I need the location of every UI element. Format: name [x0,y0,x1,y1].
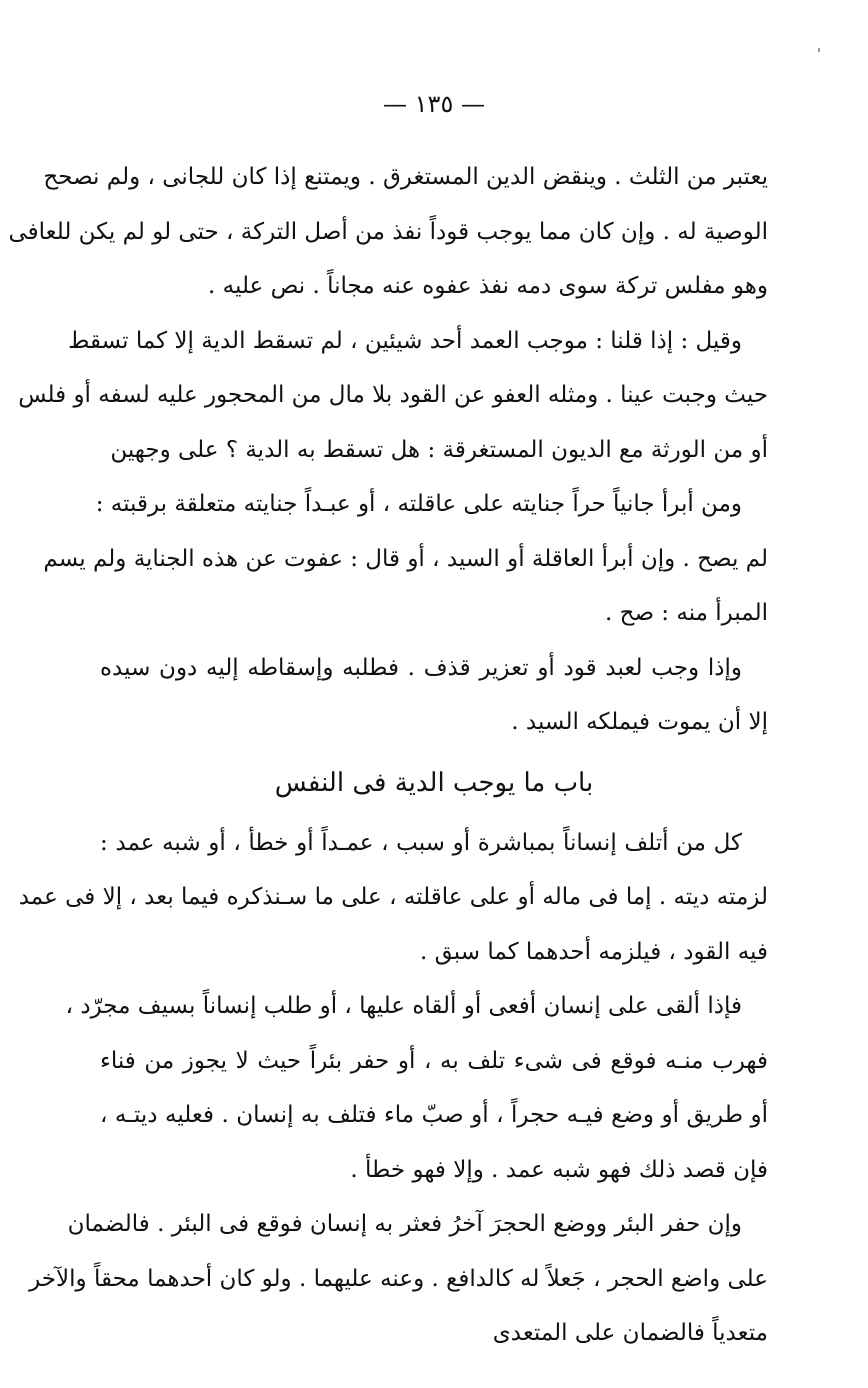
text-line: إلا أن يموت فيملكه السيد . [511,709,768,735]
section-heading: باب ما يوجب الدية فى النفس [274,767,594,798]
paragraph-7 [29,1197,768,1361]
paragraph-1 [8,150,768,314]
paragraph-4 [100,641,768,750]
text-line: المبرأ منه : صح . [605,600,768,626]
paragraph-5 [18,816,768,980]
text-line: لم يصح . وإن أبرأ العاقلة أو السيد ، أو قال : عفوت عن هذه الجناية ولم يسم [43,545,768,572]
text-line: وإذا وجب لعبد قود أو تعزير قذف . فطلبه وإسقاطه إليه دون سيده [100,654,742,681]
page-number: — ١٣٥ — [383,90,485,118]
text-line: أو من الورثة مع الديون المستغرقة : هل تسقط به الدية ؟ على وجهين [110,436,768,463]
text-line: وقيل : إذا قلنا : موجب العمد أحد شيئين ، لم تسقط الدية إلا كما تسقط [68,327,742,354]
paragraph-3 [43,477,768,641]
page-body [8,150,768,1361]
text-line: فيه القود ، فيلزمه أحدهما كما سبق . [420,938,768,965]
scan-speck [818,48,820,52]
text-line: فهرب منـه فوقع فى شىء تلف به ، أو حفر بئراً حيث لا يجوز من فناء [100,1047,768,1074]
text-line: يعتبر من الثلث . وينقض الدين المستغرق . ويمتنع إذا كان للجانى ، ولم نصحح [43,164,768,190]
text-line: ومن أبرأ جانياً حراً جنايته على عاقلته ، أو عبـداً جنايته متعلقة برقبته : [95,491,742,517]
text-line: فإذا ألقى على إنسان أفعى أو ألقاه عليها ، أو طلب إنساناً بسيف مجرّد ، [65,993,742,1019]
paragraph-6 [65,979,768,1197]
text-line: كل من أتلف إنساناً بمباشرة أو سبب ، عمـداً أو خطأ ، أو شبه عمد : [100,829,742,856]
text-line: الوصية له . وإن كان مما يوجب قوداً نفذ من أصل التركة ، حتى لو لم يكن للعافى [8,218,768,245]
text-line: وإن حفر البئر ووضع الحجرَ آخرُ فعثر به إنسان فوقع فى البئر . فالضمان [67,1211,742,1237]
text-line: أو طريق أو وضع فيـه حجراً ، أو صبّ ماء فتلف به إنسان . فعليه ديتـه ، [100,1102,768,1128]
text-line: حيث وجبت عينا . ومثله العفو عن القود بلا مال من المحجور عليه لسفه أو فلس [18,382,768,408]
text-line: فإن قصد ذلك فهو شبه عمد . وإلا فهو خطأ . [350,1156,768,1183]
text-line: على واضع الحجر ، جَعلاً له كالدافع . وعنه عليهما . ولو كان أحدهما محقاً والآخر [29,1265,768,1292]
text-line: وهو مفلس تركة سوى دمه نفذ عفوه عنه مجاناً . نص عليه . [208,273,768,299]
text-line: لزمته ديته . إما فى ماله أو على عاقلته ، على ما سـنذكره فيما بعد ، إلا فى عمد [18,884,768,910]
text-line: متعدياً فالضمان على المتعدى [492,1320,768,1346]
paragraph-2 [18,314,768,478]
